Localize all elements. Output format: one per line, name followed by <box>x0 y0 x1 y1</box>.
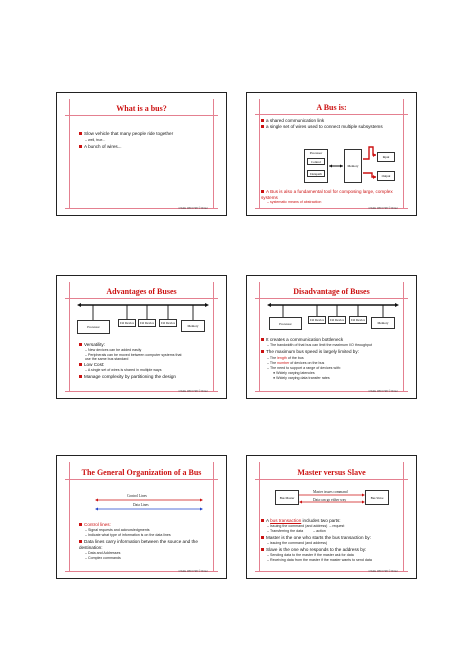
bullet-square-icon <box>79 540 82 543</box>
sub-bullet: – A single set of wires is shared in multiple ways <box>85 368 162 372</box>
bullet-square-icon <box>261 350 264 353</box>
bullet: a shared communication link <box>261 118 324 124</box>
bullet-square-icon <box>261 548 264 551</box>
sub-bullet: – Signal requests and acknowledgments <box>85 528 150 532</box>
input-box: Input <box>377 152 395 162</box>
bus-diagram <box>57 276 227 399</box>
slide-footer: CS&E 380 F'98 © Ritter <box>178 389 208 393</box>
bullet-square-icon <box>79 363 82 366</box>
sub-bullet: – issuing the command (and address) <box>267 541 328 545</box>
sub-bullet: – The need to support a range of devices with: <box>267 366 341 370</box>
sub-bullet: – Data and Addresses <box>85 551 121 555</box>
sub-bullet: – Sending data to the master if the master ask for data <box>267 553 354 557</box>
sub-bullet: – Complex commands <box>85 556 121 560</box>
slide-what-is-a-bus <box>56 92 227 216</box>
slide-footer: CS&E 380 F'98 © Ritter <box>368 569 398 573</box>
slide-footer: CS&E 380 F'98 © Ritter <box>368 389 398 393</box>
bullet: Control lines: <box>79 522 111 528</box>
bullet: Slow vehicle that many people ride together <box>79 131 173 137</box>
bullet-square-icon <box>79 343 82 346</box>
control-lines-label: Control Lines <box>127 494 147 498</box>
bus-lines-diagram <box>57 456 227 579</box>
control-box: Control <box>307 158 325 165</box>
memory-box: Memory <box>181 320 205 332</box>
bullet: Master is the one who starts the bus transaction by: <box>261 535 371 541</box>
bullet: A bus transaction includes two parts: <box>261 518 341 524</box>
bullet-square-icon <box>79 523 82 526</box>
bullet-square-icon <box>261 338 264 341</box>
processor-box: Processor <box>269 317 302 330</box>
io-device-box: I/O Device <box>160 321 176 325</box>
bullet-square-icon <box>261 190 264 193</box>
io-device-box: I/O Device <box>119 321 135 325</box>
processor-box: Processor <box>304 149 328 183</box>
sub-bullet: – Issuing the command (and address) – request <box>267 524 345 528</box>
sub-bullet: – Transferring the data – action <box>267 529 326 533</box>
sub-bullet: – The length of the bus <box>267 356 304 360</box>
slide-title: What is a bus? <box>116 104 167 113</box>
slide-disadvantage-of-buses <box>246 275 417 399</box>
sub-sub-bullet: ● Widely varying data transfer rates <box>273 376 330 380</box>
master-command-label: Master issues command <box>313 490 348 494</box>
sub-bullet: – systematic means of abstraction <box>267 200 322 204</box>
slide-title: A Bus is: <box>316 103 347 112</box>
bullet: a single set of wires used to connect multiple subsystems <box>261 124 383 130</box>
bus-slave-box: Bus Slave <box>365 490 389 505</box>
data-lines-label: Data Lines <box>133 503 149 507</box>
bullet: Slave is the one who responds to the address by: <box>261 547 366 553</box>
bullet: The maximum bus speed is largely limited by: <box>261 349 359 355</box>
io-device-box: I/O Device <box>350 318 366 322</box>
sub-bullet: – Peripherals can be moved between computer systems that use the same bus standard <box>85 353 182 362</box>
sub-bullet: – well, true... <box>85 138 106 142</box>
output-box: Output <box>377 171 395 181</box>
bullet: Low Cost: <box>79 362 104 368</box>
bullet-square-icon <box>79 375 82 378</box>
bullet-square-icon <box>79 145 82 148</box>
bullet-square-icon <box>261 536 264 539</box>
sub-bullet: – Indicate what type of information is on the data lines <box>85 533 171 537</box>
memory-box: Memory <box>344 149 362 183</box>
slide-a-bus-is <box>246 92 417 216</box>
processor-box: Processor <box>77 320 110 334</box>
slide-advantages-of-buses <box>56 275 227 399</box>
slide-footer: CS&E 380 F'98 © Ritter <box>178 569 208 573</box>
bullet-square-icon <box>261 519 264 522</box>
slide-title: Advantages of Buses <box>106 287 177 296</box>
bus-master-box: Bus Master <box>275 490 299 505</box>
sub-bullet: – The number of devices on the bus <box>267 361 325 365</box>
slide-footer: CS&E 380 F'98 © Ritter <box>368 206 398 210</box>
bullet: A bunch of wires... <box>79 144 122 150</box>
datapath-box: Datapath <box>307 170 325 177</box>
bullet: It creates a communication bottleneck <box>261 337 343 343</box>
slide-title: Disadvantage of Buses <box>293 287 370 296</box>
sub-bullet: – New devices can be added easily <box>85 348 142 352</box>
bullet: Versatility: <box>79 342 105 348</box>
slide-general-organization <box>56 455 227 579</box>
io-device-box: I/O Device <box>309 318 325 322</box>
slide-footer: CS&E 380 F'98 © Ritter <box>178 206 208 210</box>
sub-bullet: – The bandwidth of that bus can limit the maximum I/O throughput <box>267 343 373 347</box>
bullet-highlight: A Bus is also a fundamental tool for composing large, complex systems <box>261 189 393 200</box>
bullet: Data lines carry information between the source and the destination: <box>79 539 198 550</box>
slide-title: The General Organization of a Bus <box>81 468 202 477</box>
data-way-label: Data can go either way <box>313 498 347 502</box>
io-device-box: I/O Device <box>139 321 155 325</box>
io-device-box: I/O Device <box>329 318 345 322</box>
bullet: Manage complexity by partitioning the design <box>79 374 176 380</box>
title-rule <box>65 115 218 116</box>
bullet-square-icon <box>79 132 82 135</box>
slide-master-versus-slave <box>246 455 417 579</box>
sub-sub-bullet: ● Widely varying latencies <box>273 371 315 375</box>
memory-box: Memory <box>371 317 395 329</box>
slide-title: Master versus Slave <box>297 468 366 477</box>
sub-bullet: – Receiving data from the master if the master wants to send data <box>267 558 372 562</box>
